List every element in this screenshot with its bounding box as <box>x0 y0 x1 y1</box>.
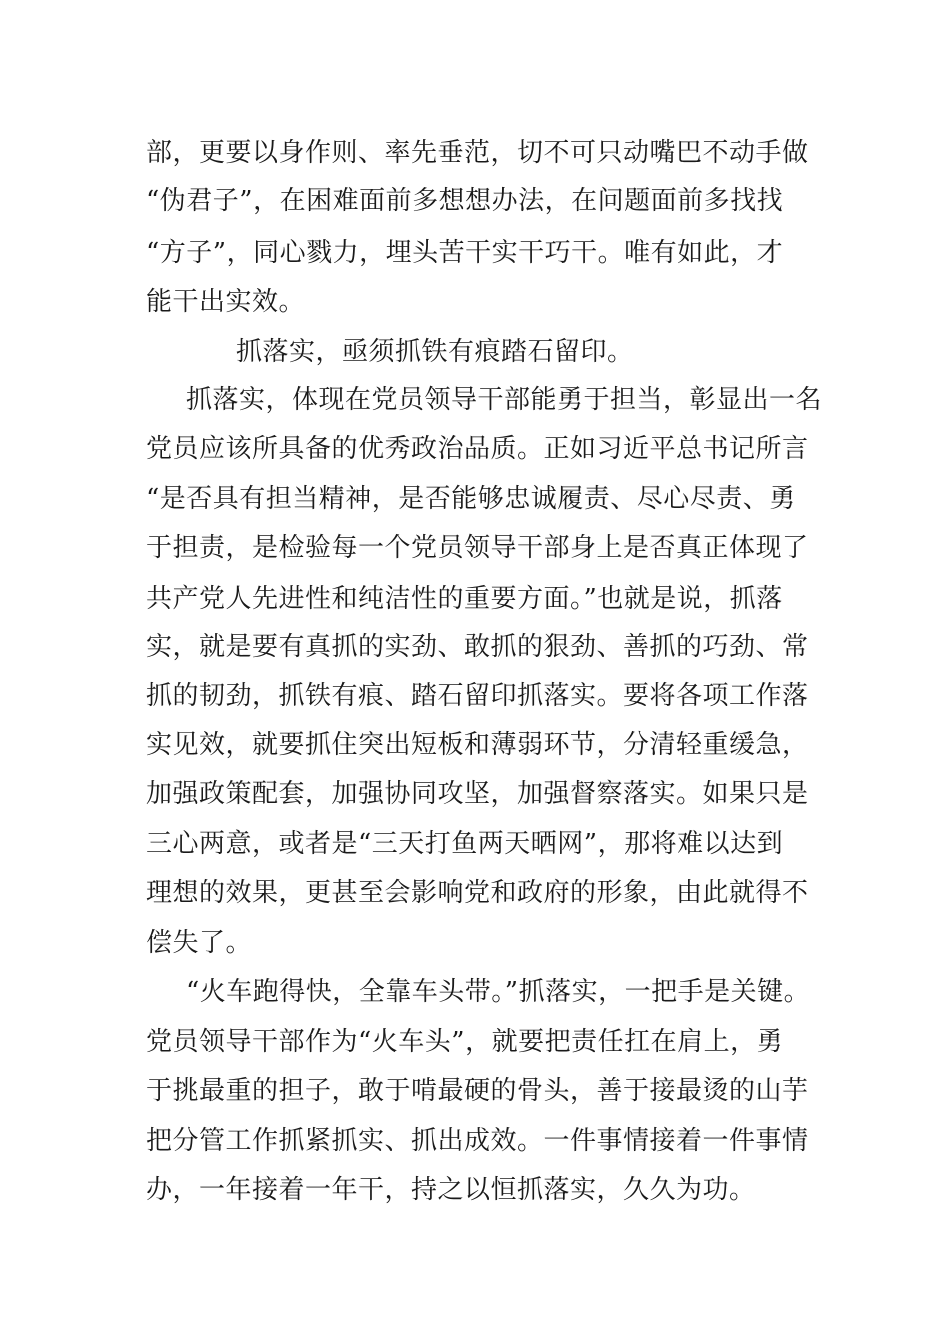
text-line: 三心两意，或者是“三天打鱼两天晒网”，那将难以达到 <box>146 829 784 859</box>
text-line: 共产党人先进性和纯洁性的重要方面。”也就是说，抓落 <box>146 584 783 614</box>
text-line: 实见效，就要抓住突出短板和薄弱环节，分清轻重缓急， <box>146 730 809 760</box>
text-line: “伪君子”，在困难面前多想想办法，在问题面前多找找 <box>146 186 784 216</box>
text-line: 能干出实效。 <box>146 287 306 317</box>
text-line: 加强政策配套，加强协同攻坚，加强督察落实。如果只是 <box>146 779 809 809</box>
text-line: 实，就是要有真抓的实劲、敢抓的狠劲、善抓的巧劲、常 <box>146 632 809 662</box>
text-line: 于担责，是检验每一个党员领导干部身上是否真正体现了 <box>146 533 809 563</box>
text-line: 把分管工作抓紧抓实、抓出成效。一件事情接着一件事情 <box>146 1126 809 1156</box>
text-line: 抓落实，体现在党员领导干部能勇于担当，彰显出一名 <box>186 385 823 415</box>
section-heading: 抓落实，亟须抓铁有痕踏石留印。 <box>236 337 634 367</box>
text-line: 党员领导干部作为“火车头”，就要把责任扛在肩上，勇 <box>146 1027 784 1057</box>
text-line: 于挑最重的担子，敢于啃最硬的骨头，善于接最烫的山芋 <box>146 1076 809 1106</box>
text-line: 党员应该所具备的优秀政治品质。正如习近平总书记所言 <box>146 434 809 464</box>
text-line: 办，一年接着一年干，持之以恒抓落实，久久为功。 <box>146 1175 756 1205</box>
text-line: “火车跑得快，全靠车头带。”抓落实，一把手是关键。 <box>186 977 811 1007</box>
text-line: 理想的效果，更甚至会影响党和政府的形象，由此就得不 <box>146 878 809 908</box>
text-line: 偿失了。 <box>146 928 253 958</box>
text-line: “方子”，同心戮力，埋头苦干实干巧干。唯有如此，才 <box>146 238 784 268</box>
text-line: “是否具有担当精神，是否能够忠诚履责、尽心尽责、勇 <box>146 484 796 514</box>
text-line: 部，更要以身作则、率先垂范，切不可只动嘴巴不动手做 <box>146 138 809 168</box>
text-line: 抓的韧劲，抓铁有痕、踏石留印抓落实。要将各项工作落 <box>146 681 809 711</box>
